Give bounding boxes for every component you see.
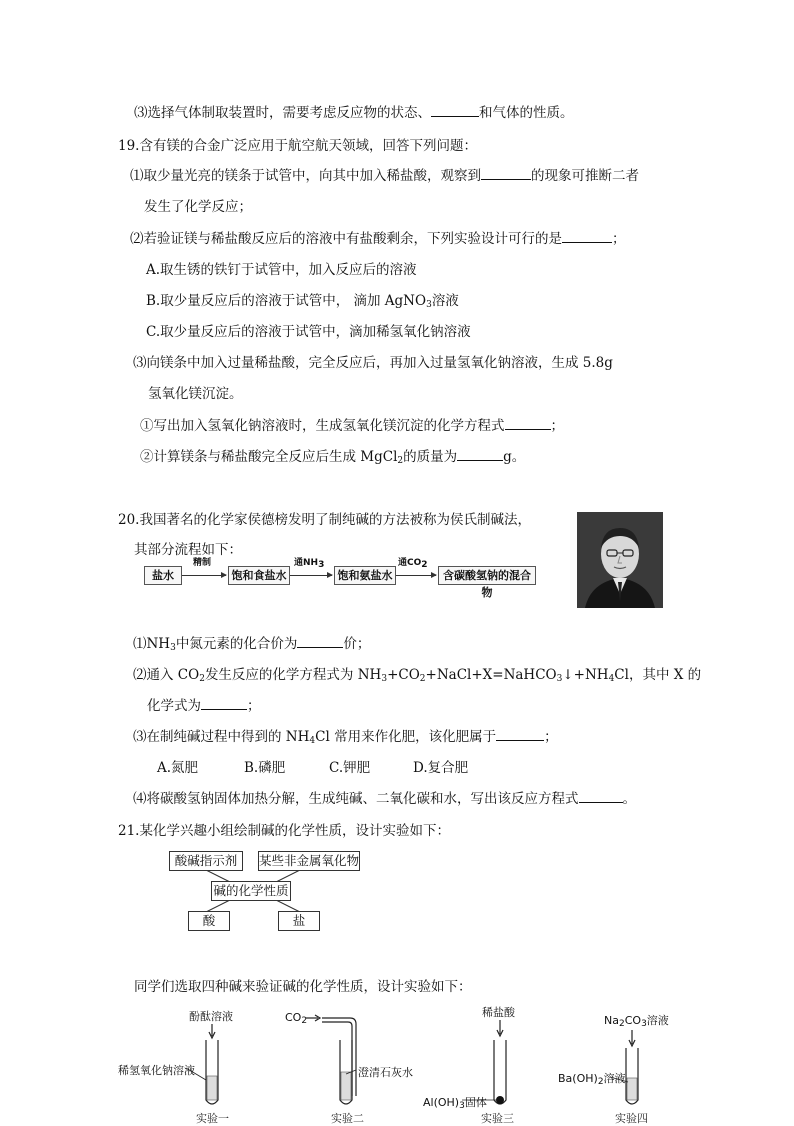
flow-label-nh3: 通$NH_3$ — [294, 558, 325, 570]
flow-box-mixture: 含碳酸氢钠的混合物 — [438, 566, 536, 585]
q19-part3: ⑶向镁条中加入过量稀盐酸，完全反应后，再加入过量氢氧化钠溶液，生成 5.8g — [133, 355, 613, 371]
exp1-caption: 实验一 — [196, 1112, 229, 1125]
flow-label-refine: 精制 — [193, 558, 212, 568]
q21-intro: 同学们选取四种碱来验证碱的化学性质，设计实验如下： — [134, 979, 472, 995]
exp1-reagent-label: 酚酞溶液 — [189, 1010, 233, 1023]
q20-option-c: C.钾肥 — [329, 760, 371, 776]
q20-option-d: D.复合肥 — [413, 760, 469, 776]
flow-box-brine: 盐水 — [144, 566, 182, 585]
q20-part2-cont: 化学式为 ； — [147, 698, 261, 714]
q19-part3-cont: 氢氧化镁沉淀。 — [148, 386, 243, 402]
flow-label-co2: 通$CO_2$ — [398, 558, 428, 570]
exp4-reagent-label: $Na_2CO_3$溶液 — [604, 1014, 669, 1029]
exp1-solution-label: 稀氢氧化钠溶液 — [118, 1064, 195, 1077]
map-box-acid: 酸 — [188, 911, 230, 931]
q20-stem: 20.我国著名的化学家侯德榜发明了制纯碱的方法被称为侯氏制碱法， — [118, 512, 531, 528]
q19-part2: ⑵若验证镁与稀盐酸反应后的溶液中有盐酸剩余，下列实验设计可行的是 ； — [130, 231, 626, 247]
flow-box-saturated-brine: 饱和食盐水 — [228, 566, 290, 585]
q20-part1: $⑴NH_3$中氮元素的化合价为 价； — [133, 636, 371, 653]
q20-part4: ⑷将碳酸氢钠固体加热分解，生成纯碱、二氧化碳和水，写出该反应方程式 。 — [133, 791, 636, 807]
exp2-solution-label: 澄清石灰水 — [358, 1066, 413, 1079]
q19-option-b: B.取少量反应后的溶液于试管中， 滴加 AgNO$_3$溶液 — [146, 293, 459, 310]
q19-part1: ⑴取少量光亮的镁条于试管中，向其中加入稀盐酸，观察到 的现象可推断二者 — [130, 168, 639, 184]
flow-box-ammonia-brine: 饱和氨盐水 — [334, 566, 396, 585]
exp4-caption: 实验四 — [615, 1112, 648, 1125]
exp4-solution-label: $Ba(OH)_2$溶液 — [558, 1072, 626, 1087]
q19-stem: 19.含有镁的合金广泛应用于航空航天领域，回答下列问题： — [118, 138, 477, 154]
map-box-center: 碱的化学性质 — [211, 881, 291, 901]
q19-part3b: ②计算镁条与稀盐酸完全反应后生成 MgCl$_2$的质量为 g。 — [140, 449, 526, 466]
q19-option-a: A.取生锈的铁钉于试管中，加入反应后的溶液 — [146, 262, 417, 278]
map-box-salt: 盐 — [278, 911, 320, 931]
exp2-reagent-label: $CO_2$ — [285, 1011, 308, 1026]
q21-stem: 21.某化学兴趣小组绘制碱的化学性质，设计实验如下： — [118, 823, 450, 839]
q20-part3: ⑶在制纯碱过程中得到的 $NH_4Cl$ 常用来作化肥，该化肥属于 ； — [133, 729, 558, 746]
exp2-caption: 实验二 — [331, 1112, 364, 1125]
exp3-solid-label: $Al(OH)_3$固体 — [423, 1096, 487, 1111]
exp3-reagent-label: 稀盐酸 — [482, 1006, 515, 1019]
map-box-indicator: 酸碱指示剂 — [169, 851, 243, 871]
q20-option-b: B.磷肥 — [244, 760, 286, 776]
q20-part2: ⑵通入 $CO_2$发生反应的化学方程式为 $NH_3+CO_2+NaCl+X=NaHCO_3↓+NH_4Cl$，其中 X 的 — [133, 667, 702, 684]
q19-option-c: C.取少量反应后的溶液于试管中，滴加稀氢氧化钠溶液 — [146, 324, 471, 340]
q19-part3a: ①写出加入氢氧化钠溶液时，生成氢氧化镁沉淀的化学方程式 ； — [140, 418, 564, 434]
exp3-caption: 实验三 — [481, 1112, 514, 1125]
q19-part1-cont: 发生了化学反应； — [144, 199, 252, 215]
q20-stem-cont: 其部分流程如下： — [134, 542, 242, 558]
q20-option-a: A.氮肥 — [157, 760, 199, 776]
q18-part3: ⑶选择气体制取装置时，需要考虑反应物的状态、 和气体的性质。 — [134, 105, 574, 121]
map-box-nonmetal-oxide: 某些非金属氧化物 — [258, 851, 360, 871]
